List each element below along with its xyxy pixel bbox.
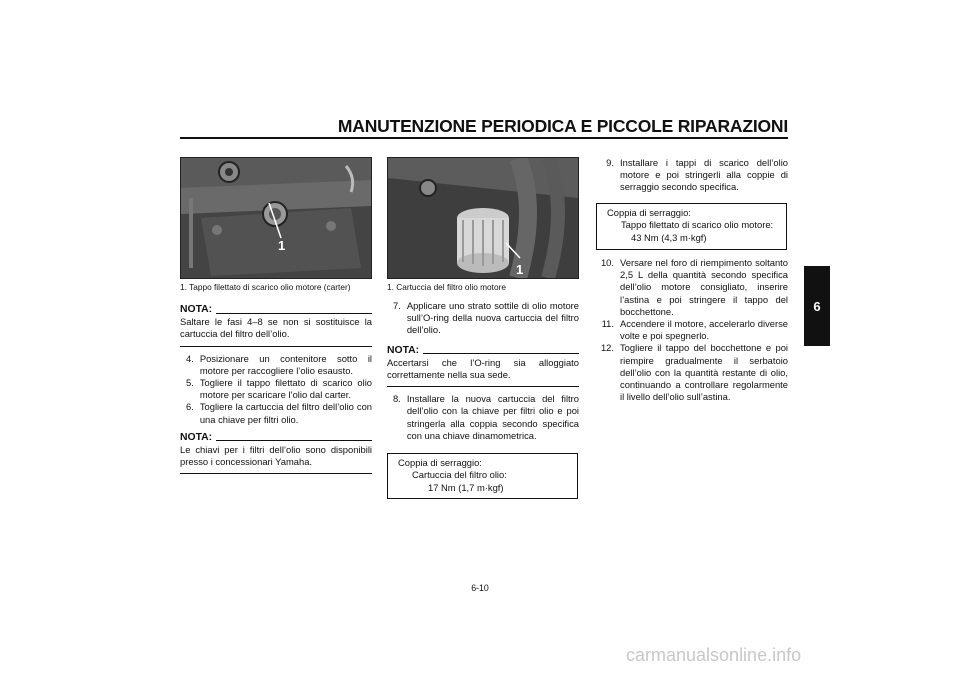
step-item: 6. Togliere la cartuccia del filtro dell’olio con una chiave per filtri olio.: [186, 401, 372, 425]
step-item: 10. Versare nel foro di riempimento soltanto 2,5 L della quantità secondo specifica dell’olio motore consigliato, inserire l’astina e poi stringere il tappo del bocchettone.: [600, 257, 788, 317]
nota-label: NOTA:: [180, 304, 213, 315]
step-item: 7. Applicare uno strato sottile di olio motore sull’O-ring della nuova cartuccia del filtro dell’olio.: [393, 300, 579, 336]
step-item: 9. Installare i tappi di scarico dell’olio motore e poi stringerli alla coppie di serraggio secondo specifica.: [606, 157, 788, 193]
torque-spec-item: Cartuccia del filtro olio:: [412, 469, 507, 481]
page-title: MANUTENZIONE PERIODICA E PICCOLE RIPARAZIONI: [337, 116, 788, 136]
photo-caption: 1. Tappo filettato di scarico olio motore (carter): [180, 282, 351, 292]
right-column-steps: [596, 257, 788, 403]
step-item: 4. Posizionare un contenitore sotto il motore per raccogliere l’olio esausto.: [186, 352, 372, 376]
nota-label: NOTA:: [387, 344, 420, 356]
oil-filter-photo: [387, 157, 579, 279]
step-item: 11. Accendere il motore, accelerarlo diverse volte e poi spegnerlo.: [601, 318, 788, 342]
step-list: [180, 353, 372, 426]
torque-spec-box: [387, 453, 578, 499]
left-column: [180, 304, 372, 474]
nota-label: NOTA:: [180, 431, 213, 443]
nota-text: Saltare le fasi 4–8 se non si sostituisce la cartuccia del filtro dell’olio.: [180, 316, 372, 346]
torque-spec-box: [596, 203, 787, 250]
right-column: [596, 157, 788, 194]
chapter-tab: 6: [804, 266, 830, 346]
step-item: 12. Togliere il tappo del bocchettone e poi riempire gradualmente il serbatoio dell’olio con la quantità restante di olio, continuando a controllare regolarmente il livello dell’olio sull’astina.: [600, 342, 788, 403]
middle-column: [387, 300, 579, 442]
step-item: 8. Installare la nuova cartuccia del filtro dell’olio con la chiave per filtri olio e poi stringerla alla coppia secondo specifica con una chiave dinamometrica.: [393, 393, 579, 441]
step-item: 5. Togliere il tappo filettato di scarico olio motore per scaricare l’olio dal carter.: [186, 377, 372, 401]
torque-spec-item: Tappo filettato di scarico olio motore:: [621, 219, 774, 231]
nota-heading: [387, 345, 579, 357]
torque-spec-value: 17 Nm (1,7 m·kgf): [428, 481, 504, 493]
nota-heading: [180, 304, 372, 316]
engine-drain-bolt-illustration: [181, 158, 371, 278]
torque-spec-value: 43 Nm (4,3 m·kgf): [631, 231, 707, 243]
photo-caption: 1. Cartuccia del filtro olio motore: [387, 282, 506, 292]
torque-spec-heading: Coppia di serraggio:: [398, 457, 482, 468]
oil-filter-cartridge-illustration: [388, 158, 578, 278]
nota-heading: [180, 432, 372, 444]
title-rule: [180, 137, 788, 139]
page-number: 6-10: [471, 583, 489, 593]
torque-spec-heading: Coppia di serraggio:: [607, 207, 691, 218]
nota-text: Accertarsi che l’O-ring sia alloggiato correttamente nella sua sede.: [387, 357, 579, 387]
watermark: carmanualsonline.info: [626, 645, 802, 665]
callout-label: 1: [278, 238, 286, 253]
drain-bolt-photo: [180, 157, 372, 279]
callout-label: 1: [516, 262, 524, 277]
nota-text: Le chiavi per i filtri dell’olio sono disponibili presso i concessionari Yamaha.: [180, 444, 372, 474]
